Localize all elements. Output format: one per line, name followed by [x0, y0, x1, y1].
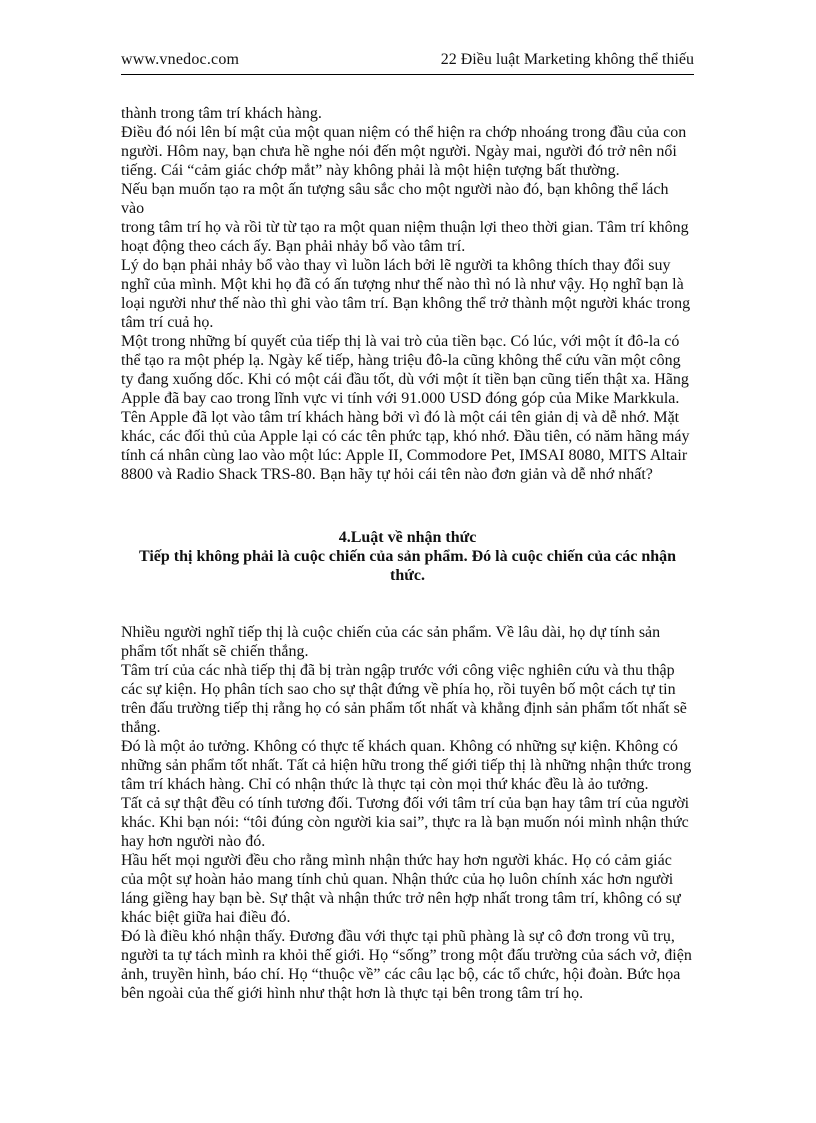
paragraph: Tâm trí của các nhà tiếp thị đã bị tràn ngập trước với công việc nghiên cứu và thu thập các sự kiện. Họ phân tích sao cho sự thật đứng về phía họ, rồi tuyên bố một cách tự tin trên đấu trường tiếp thị rằng họ có sản phẩm tốt nhất và khẳng định sản phẩm tốt nhất sẽ thắng.: [121, 662, 687, 736]
paragraph: Hầu hết mọi người đều cho rằng mình nhận thức hay hơn người khác. Họ có cảm giác của một sự hoàn hảo mang tính chủ quan. Nhận thức của họ luôn chính xác hơn người láng giềng hay bạn bè. Sự thật và nhận thức trở nên hợp nhất trong tâm trí, không có sự khác biệt giữa hai điều đó.: [121, 852, 681, 926]
section-subtitle: Tiếp thị không phải là cuộc chiến của sản phẩm. Đó là cuộc chiến của các nhận thức.: [138, 548, 677, 584]
section-spacer: [121, 585, 694, 623]
paragraph: Tất cả sự thật đều có tính tương đối. Tương đối với tâm trí của bạn hay tâm trí của người khác. Khi bạn nói: “tôi đúng còn người kia sai”, thực ra là bạn muốn nói mình nhận thức hay hơn người nào đó.: [121, 795, 690, 850]
paragraph: Đó là một ảo tưởng. Không có thực tế khách quan. Không có những sự kiện. Không có những sản phẩm tốt nhất. Tất cả hiện hữu trong thế giới tiếp thị là những nhận thức trong tâm trí khách hàng. Chỉ có nhận thức là thực tại còn mọi thứ khác đều là ảo tưởng.: [121, 738, 692, 793]
page-content: [121, 104, 694, 1003]
header-rule: [121, 74, 694, 75]
section-title: 4.Luật về nhận thức: [338, 529, 477, 546]
paragraph: Điều đó nói lên bí mật của một quan niệm có thể hiện ra chớp nhoáng trong đầu của con người. Hôm nay, bạn chưa hề nghe nói đến một người. Ngày mai, người đó trở nên nổi tiếng. Cái “cảm giác chớp mắt” này không phải là một hiện tượng bất thường.: [121, 124, 687, 179]
page-header: [121, 50, 694, 76]
paragraph: Một trong những bí quyết của tiếp thị là vai trò của tiền bạc. Có lúc, với một ít đô-la có thể tạo ra một phép lạ. Ngày kế tiếp, hàng triệu đô-la cũng không thể cứu vãn một công ty đang xuống dốc. Khi có một cái đầu tốt, dù với một ít tiền bạn cũng tiến thật xa. Hãng Apple đã bay cao trong lĩnh vực vi tính với 91.000 USD đóng góp của Mike Markkula. Tên Apple đã lọt vào tâm trí khách hàng bởi vì đó là một cái tên giản dị và dễ nhớ. Mặt khác, các đối thủ của Apple lại có các tên phức tạp, khó nhớ. Đầu tiên, có năm hãng máy tính cá nhân cùng lao vào một lúc: Apple II, Commodore Pet, IMSAI 8080, MITS Altair 8800 và Radio Shack TRS-80. Bạn hãy tự hỏi cái tên nào đơn giản và dễ nhớ nhất?: [121, 333, 690, 483]
paragraph: Nếu bạn muốn tạo ra một ấn tượng sâu sắc cho một người nào đó, bạn không thể lách vào trong tâm trí họ và rồi từ từ tạo ra một quan niệm thuận lợi theo thời gian. Tâm trí không hoạt động theo cách ấy. Bạn phải nhảy bổ vào tâm trí.: [121, 181, 689, 255]
header-site: www.vnedoc.com: [121, 51, 240, 68]
paragraph: Nhiều người nghĩ tiếp thị là cuộc chiến của các sản phẩm. Về lâu dài, họ dự tính sản phẩm tốt nhất sẽ chiến thắng.: [121, 624, 661, 660]
paragraph: Đó là điều khó nhận thấy. Đương đầu với thực tại phũ phàng là sự cô đơn trong vũ trụ, người ta tự tách mình ra khỏi thế giới. Họ “sống” trong một đấu trường của sách vở, điện ảnh, truyền hình, báo chí. Họ “thuộc về” các câu lạc bộ, các tổ chức, hội đoàn. Bức họa bên ngoài của thế giới hình như thật hơn là thực tại bên trong tâm trí họ.: [121, 928, 692, 1002]
header-title: 22 Điều luật Marketing không thể thiếu: [440, 51, 694, 68]
paragraph: Lý do bạn phải nhảy bổ vào thay vì luồn lách bởi lẽ người ta không thích thay đổi suy nghĩ của mình. Một khi họ đã có ấn tượng như thế nào thì nó là như vậy. Họ nghĩ bạn là loại người như thế nào thì ghi vào tâm trí. Bạn không thể trở thành một người khác trong tâm trí cuả họ.: [121, 257, 691, 331]
paragraph: thành trong tâm trí khách hàng.: [121, 105, 322, 122]
